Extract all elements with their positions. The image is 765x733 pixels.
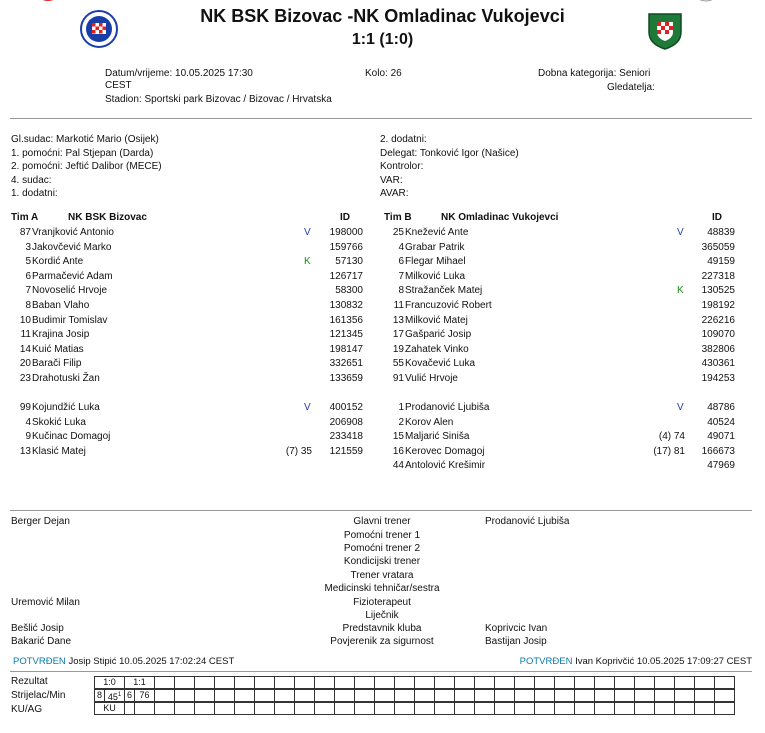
grid-cell (354, 689, 375, 702)
player-name: Kovačević Luka (405, 358, 476, 370)
player-name: Kojundžić Luka (32, 402, 100, 413)
staff-name-team-a: Bešlić Josip (11, 623, 64, 634)
staff-role: Glavni trener (353, 516, 411, 527)
grid-cell (194, 676, 215, 689)
grid-cell (654, 702, 675, 715)
team-b-label: Tim B (384, 212, 412, 223)
scorer-minute: $45^1$ (104, 689, 125, 702)
player-number: 9 (25, 431, 31, 443)
player-name: Kordić Ante (32, 256, 84, 268)
official-line: Gl.sudac: Markotić Mario (Osijek) (11, 134, 159, 145)
grid-cell (694, 689, 715, 702)
divider (10, 671, 752, 672)
grid-cell (354, 702, 375, 715)
grid-cell (394, 676, 415, 689)
player-id: 226216 (701, 314, 735, 326)
player-number: 6 (25, 270, 31, 282)
grid-cell (414, 676, 435, 689)
grid-cell (394, 702, 415, 715)
player-name: Jakovčević Marko (32, 241, 112, 253)
player-id: 159766 (329, 241, 363, 253)
player-id: 121345 (329, 329, 363, 341)
grid-cell (234, 689, 255, 702)
grid-cell (534, 702, 555, 715)
player-number: 13 (392, 314, 404, 326)
scorer-row-label: Strijelac/Min (11, 690, 66, 701)
grid-cell (434, 689, 455, 702)
player-number: 5 (25, 256, 31, 268)
substitution-info: (7) 35 (285, 445, 312, 457)
player-id: 109070 (701, 329, 735, 341)
confirm-status: POTVRĐEN (13, 656, 66, 667)
player-id: 161356 (329, 314, 363, 326)
grid-cell (614, 702, 635, 715)
grid-cell (514, 676, 535, 689)
player-name: Kuić Matias (32, 343, 84, 355)
grid-cell (354, 676, 375, 689)
grid-cell (554, 689, 575, 702)
grid-cell (634, 676, 655, 689)
grid-cell (154, 689, 175, 702)
player-name: Milković Matej (405, 314, 468, 326)
grid-cell (674, 676, 695, 689)
confirm-right (520, 656, 752, 667)
grid-cell (234, 676, 255, 689)
staff-name-team-b: Koprivcic Ivan (485, 623, 548, 634)
staff-role: Trener vratara (350, 570, 414, 581)
grid-cell (594, 702, 615, 715)
confirm-status: POTVRĐEN (519, 656, 573, 667)
divider (10, 510, 752, 511)
player-number: 8 (398, 285, 404, 297)
grid-cell (374, 689, 395, 702)
player-name: Kučinac Domagoj (32, 431, 111, 443)
player-name: Knežević Ante (405, 227, 469, 238)
player-id: 49071 (707, 431, 735, 443)
grid-cell (494, 676, 515, 689)
player-number: 25 (392, 227, 404, 238)
official-line: 1. pomoćni: Pal Stjepan (Darda) (11, 147, 154, 159)
grid-cell (574, 702, 595, 715)
player-number: 8 (25, 300, 31, 311)
ku-row-label: KU/AG (11, 704, 43, 715)
grid-cell (254, 676, 275, 689)
goalkeeper-mark: V (677, 227, 684, 238)
player-number: 16 (392, 445, 404, 457)
player-id: 40524 (707, 416, 735, 428)
substitution-info: (4) 74 (658, 431, 685, 443)
player-name: Gašparić Josip (405, 329, 472, 341)
grid-cell (614, 676, 635, 689)
player-name: Skokić Luka (32, 416, 86, 428)
player-name: Vranjković Antonio (32, 227, 114, 238)
grid-cell (474, 689, 495, 702)
grid-cell (374, 702, 395, 715)
staff-role: Pomoćni trener 2 (343, 543, 421, 554)
goalkeeper-mark: V (304, 402, 311, 413)
player-name: Grabar Patrik (405, 241, 465, 253)
player-name: Budimir Tomislav (32, 314, 108, 326)
grid-cell (274, 689, 295, 702)
grid-cell (394, 689, 415, 702)
grid-cell (474, 676, 495, 689)
official-line: AVAR: (380, 188, 409, 199)
grid-cell (634, 702, 655, 715)
player-id: 126717 (329, 270, 363, 282)
grid-cell (334, 676, 355, 689)
player-number: 19 (392, 343, 404, 355)
grid-cell (454, 689, 475, 702)
stoppage-time: 1 (117, 692, 122, 698)
player-name: Stražanček Matej (405, 285, 483, 297)
player-id: 48786 (707, 402, 735, 413)
player-number: 17 (392, 329, 404, 341)
stadium-label: Stadion: Sportski park Bizovac / Bizovac / Hrvatska (105, 94, 332, 105)
player-id: 166673 (701, 445, 735, 457)
player-name: Parmačević Adam (32, 270, 113, 282)
staff-role: Pomoćni trener 1 (343, 530, 421, 541)
team-b-id-header: ID (712, 212, 722, 223)
staff-role: Liječnik (365, 610, 399, 621)
player-name: Antolović Krešimir (405, 460, 486, 472)
grid-cell (294, 689, 315, 702)
player-id: 227318 (701, 270, 735, 282)
player-number: 7 (398, 270, 404, 282)
player-number: 44 (392, 460, 404, 472)
grid-cell (514, 702, 535, 715)
grid-cell (374, 676, 395, 689)
grid-cell (174, 702, 195, 715)
match-score: 1:1 (1:0) (351, 31, 414, 48)
grid-cell (494, 702, 515, 715)
grid-cell (214, 676, 235, 689)
player-number: 55 (392, 358, 404, 370)
player-id: 198000 (329, 227, 363, 238)
result-cell: 1:0 (94, 676, 125, 689)
confirm-text: Josip Stipić 10.05.2025 17:02:24 CEST (68, 656, 235, 667)
player-id: 57130 (335, 256, 363, 268)
player-number: 10 (19, 314, 31, 326)
player-name: Krajina Josip (32, 329, 90, 341)
grid-cell (534, 689, 555, 702)
grid-cell (654, 676, 675, 689)
player-id: 121559 (329, 445, 363, 457)
grid-cell (554, 702, 575, 715)
player-name: Maljarić Siniša (405, 431, 470, 443)
player-name: Prodanović Ljubiša (405, 402, 490, 413)
substitution-info: (17) 81 (653, 445, 685, 457)
player-name: Flegar Mihael (405, 256, 466, 268)
player-number: 3 (25, 241, 31, 253)
official-line: 4. sudac: (11, 174, 52, 186)
datetime-label: Datum/vrijeme: 10.05.2025 17:30 (105, 68, 253, 79)
confirm-text: Ivan Koprivčić 10.05.2025 17:09:27 CEST (575, 656, 752, 667)
player-name: Baban Vlaho (32, 300, 90, 311)
official-line: 1. dodatni: (11, 188, 58, 199)
ku-cell: KU (94, 702, 125, 715)
player-number: 91 (392, 373, 404, 384)
player-number: 4 (25, 416, 31, 428)
grid-cell (674, 702, 695, 715)
player-name: Vulić Hrvoje (405, 373, 458, 384)
player-name: Drahotuski Žan (32, 373, 100, 384)
staff-role: Fizioterapeut (353, 597, 411, 608)
grid-cell (134, 702, 155, 715)
player-number: 7 (25, 285, 31, 297)
staff-role: Kondicijski trener (343, 556, 421, 567)
grid-cell (714, 702, 735, 715)
grid-cell (654, 689, 675, 702)
result-row-label: Rezultat (11, 676, 48, 687)
grid-cell (694, 676, 715, 689)
player-id: 49159 (707, 256, 735, 268)
player-name: Zahatek Vinko (405, 343, 469, 355)
goalkeeper-mark: V (304, 227, 311, 238)
staff-name-team-b: Bastijan Josip (485, 636, 547, 647)
grid-cell (254, 689, 275, 702)
grid-cell (434, 702, 455, 715)
staff-name-team-a: Berger Dejan (11, 516, 70, 527)
grid-cell (514, 689, 535, 702)
grid-cell (414, 702, 435, 715)
official-line: VAR: (380, 174, 403, 186)
category-label: Dobna kategorija: Seniori (538, 68, 651, 79)
player-id: 194253 (701, 373, 735, 384)
grid-cell (334, 702, 355, 715)
match-title: NK BSK Bizovac -NK Omladinac Vukojevci (200, 6, 565, 26)
team-a-id-header: ID (340, 212, 350, 223)
official-line: 2. pomoćni: Jeftić Dalibor (MECE) (11, 161, 162, 172)
player-id: 130525 (701, 285, 735, 297)
grid-cell (574, 689, 595, 702)
grid-cell (274, 702, 295, 715)
scorer-number: 8 (94, 689, 105, 702)
player-name: Francuzović Robert (405, 300, 492, 311)
grid-cell (454, 702, 475, 715)
player-number: 20 (19, 358, 31, 370)
staff-name-team-a: Bakarić Dane (11, 636, 72, 647)
staff-name-team-b: Prodanović Ljubiša (485, 516, 570, 527)
confirm-left (13, 656, 234, 667)
player-name: Korov Alen (405, 416, 454, 428)
player-id: 198147 (329, 343, 363, 355)
official-line: Kontrolor: (380, 161, 424, 172)
grid-cell (474, 702, 495, 715)
player-id: 365059 (701, 241, 735, 253)
grid-cell (274, 676, 295, 689)
grid-cell (214, 702, 235, 715)
player-number: 14 (19, 343, 31, 355)
player-id: 47969 (707, 460, 735, 472)
player-id: 400152 (329, 402, 363, 413)
grid-cell (194, 702, 215, 715)
grid-cell (614, 689, 635, 702)
scorer-number: 6 (124, 689, 135, 702)
player-number: 2 (398, 416, 404, 428)
staff-name-team-a: Uremović Milan (11, 597, 80, 608)
grid-cell (414, 689, 435, 702)
grid-cell (154, 702, 175, 715)
staff-role: Predstavnik kluba (342, 623, 422, 634)
grid-cell (194, 689, 215, 702)
grid-cell (554, 676, 575, 689)
player-id: 133659 (329, 373, 363, 384)
divider (10, 118, 752, 119)
goalkeeper-mark: V (677, 402, 684, 413)
player-number: 15 (392, 431, 404, 443)
grid-cell (334, 689, 355, 702)
grid-cell (214, 689, 235, 702)
grid-cell (694, 702, 715, 715)
team-a-label: Tim A (11, 212, 39, 223)
grid-cell (154, 676, 175, 689)
player-number: 87 (19, 227, 31, 238)
grid-cell (454, 676, 475, 689)
player-number: 13 (19, 445, 31, 457)
captain-mark: K (677, 285, 684, 297)
player-id: 430361 (701, 358, 735, 370)
player-id: 130832 (329, 300, 363, 311)
player-name: Klasić Matej (32, 445, 86, 457)
player-id: 48839 (707, 227, 735, 238)
player-name: Novoselić Hrvoje (32, 285, 108, 297)
player-name: Kerovec Domagoj (405, 445, 485, 457)
grid-cell (634, 689, 655, 702)
round-label: Kolo: 26 (365, 68, 402, 79)
result-cell: 1:1 (124, 676, 155, 689)
player-number: 11 (393, 300, 404, 311)
captain-mark: K (304, 256, 311, 268)
scorer-minute: 76 (134, 689, 155, 702)
staff-role: Povjerenik za sigurnost (330, 636, 434, 647)
player-number: 11 (20, 329, 31, 341)
player-number: 4 (398, 241, 404, 253)
grid-cell (174, 676, 195, 689)
player-id: 233418 (329, 431, 363, 443)
grid-cell (294, 702, 315, 715)
official-line: Delegat: Tonković Igor (Našice) (380, 147, 519, 159)
player-id: 198192 (701, 300, 735, 311)
grid-cell (254, 702, 275, 715)
player-id: 58300 (335, 285, 363, 297)
player-name: Barači Filip (32, 358, 82, 370)
player-id: 206908 (329, 416, 363, 428)
grid-cell (314, 689, 335, 702)
grid-cell (594, 676, 615, 689)
grid-cell (714, 676, 735, 689)
grid-cell (234, 702, 255, 715)
grid-cell (594, 689, 615, 702)
player-number: 23 (19, 373, 31, 384)
official-line: 2. dodatni: (380, 134, 427, 145)
team-b-name: NK Omladinac Vukojevci (441, 212, 559, 223)
datetime-timezone: CEST (105, 80, 132, 91)
grid-cell (314, 676, 335, 689)
grid-cell (294, 676, 315, 689)
grid-cell (174, 689, 195, 702)
grid-cell (494, 689, 515, 702)
grid-cell (314, 702, 335, 715)
grid-cell (434, 676, 455, 689)
grid-cell (674, 689, 695, 702)
player-name: Milković Luka (405, 270, 466, 282)
grid-cell (714, 689, 735, 702)
player-id: 382806 (701, 343, 735, 355)
player-number: 1 (398, 402, 404, 413)
player-number: 6 (398, 256, 404, 268)
player-number: 99 (19, 402, 31, 413)
team-a-name: NK BSK Bizovac (68, 212, 147, 223)
staff-role: Medicinski tehničar/sestra (324, 583, 440, 594)
player-id: 332651 (329, 358, 363, 370)
grid-cell (534, 676, 555, 689)
grid-cell (574, 676, 595, 689)
spectators-label: Gledatelja: (607, 82, 655, 93)
